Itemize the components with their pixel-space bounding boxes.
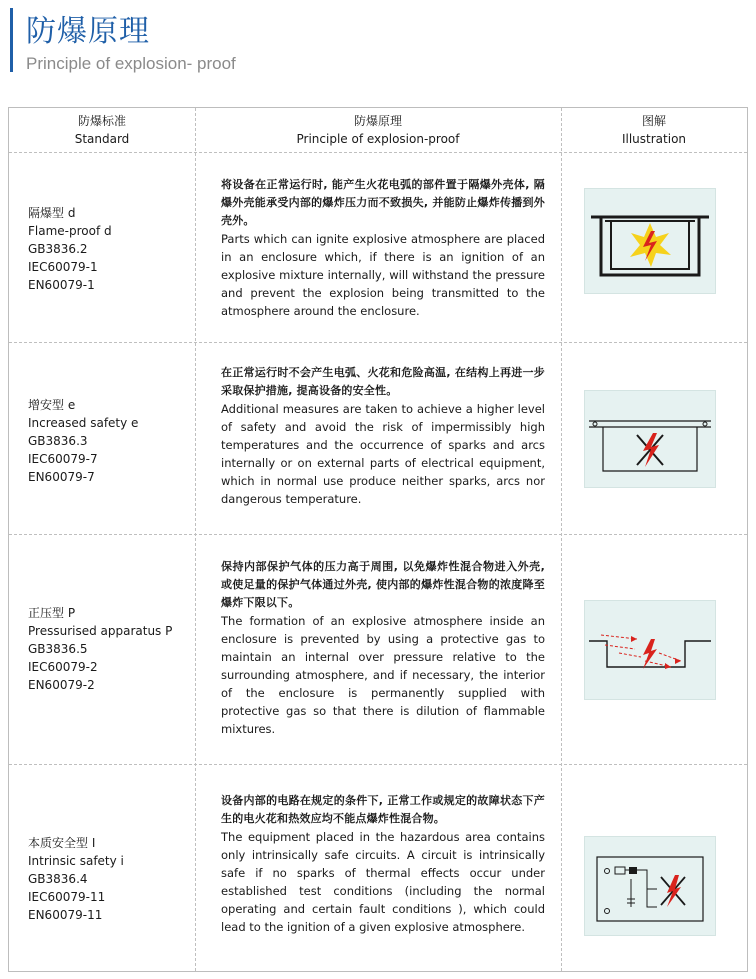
principle-cell	[221, 558, 545, 738]
principle-text-cn: 设备内部的电路在规定的条件下, 正常工作或规定的故障状态下产生的电火花和热效应均不能点爆炸性混合物。	[221, 794, 545, 825]
standard-code: IEC60079-1	[28, 260, 98, 274]
standard-code: GB3836.4	[28, 872, 88, 886]
standard-code: IEC60079-7	[28, 452, 98, 466]
standard-cell	[28, 396, 138, 486]
column-header-illustration-cn: 图解	[641, 114, 666, 128]
column-header-principle-cn: 防爆原理	[353, 114, 402, 128]
standard-type: 正压型 P	[28, 606, 76, 620]
column-header-illustration-en: Illustration	[621, 132, 687, 146]
principle-cell	[221, 176, 545, 320]
column-header-principle	[195, 108, 561, 152]
standard-code: EN60079-7	[28, 470, 95, 484]
column-header-principle-en: Principle of explosion-proof	[296, 132, 460, 146]
table-row	[9, 342, 747, 534]
standard-code: GB3836.5	[28, 642, 88, 656]
column-header-standard	[9, 108, 195, 152]
principle-text-en: Parts which can ignite explosive atmosphere are placed in an enclosure which, if there is an ignition of an explosive mixture internally, will withstand the pressure and prevent the explosion being transmitted to the atmosphere around the enclosure.	[221, 232, 545, 318]
principle-text-en: The formation of an explosive atmosphere inside an enclosure is prevented by using a protective gas to maintain an internal over pressure relative to the surrounding atmosphere, and if necessary, the interior of the enclosure is permanently supplied with protective gas so that there is dilution of flammable mixtures.	[221, 614, 545, 736]
standard-code: IEC60079-2	[28, 660, 98, 674]
principle-text-cn: 保持内部保护气体的压力高于周围, 以免爆炸性混合物进入外壳, 或使足量的保护气体通过外壳, 使内部的爆炸性混合物的浓度降至爆炸下限以下。	[221, 560, 545, 609]
standard-cell	[28, 204, 112, 294]
standard-code: GB3836.2	[28, 242, 88, 256]
intrinsic-safety-icon	[584, 836, 716, 936]
column-header-standard-cn: 防爆标准	[77, 114, 126, 128]
standard-name: Pressurised apparatus P	[28, 624, 173, 638]
standard-code: GB3836.3	[28, 434, 88, 448]
pressurised-apparatus-icon	[584, 600, 716, 700]
page-title: 防爆原理	[26, 14, 150, 49]
standard-cell	[28, 834, 124, 924]
column-header-standard-en: Standard	[74, 132, 130, 146]
table-row	[9, 534, 747, 764]
principle-text-en: The equipment placed in the hazardous area contains only intrinsically safe circuits. A circuit is intrinsically safe if no sparks of thermal effects occur under established test conditions (including the normal operating and certain fault conditions ), which could lead to the ignition of a given explosive atmosphere.	[221, 830, 545, 934]
table-row	[9, 152, 747, 342]
column-header-illustration	[561, 108, 747, 152]
flameproof-enclosure-icon	[584, 188, 716, 294]
standard-type: 本质安全型 I	[28, 836, 96, 850]
standard-name: Flame-proof d	[28, 224, 112, 238]
standard-name: Intrinsic safety i	[28, 854, 124, 868]
standard-code: EN60079-2	[28, 678, 95, 692]
table-row	[9, 764, 747, 972]
standard-name: Increased safety e	[28, 416, 139, 430]
principle-text-cn: 将设备在正常运行时, 能产生火花电弧的部件置于隔爆外壳体, 隔爆外壳能承受内部的爆炸压力而不致损失, 并能防止爆炸传播到外壳外。	[221, 178, 545, 227]
principle-table	[8, 107, 748, 972]
standard-type: 隔爆型 d	[28, 206, 76, 220]
standard-code: EN60079-1	[28, 278, 95, 292]
principle-cell	[221, 792, 545, 936]
principle-text-cn: 在正常运行时不会产生电弧、火花和危险高温, 在结构上再进一步采取保护措施, 提高设备的安全性。	[221, 366, 545, 397]
standard-code: EN60079-11	[28, 908, 103, 922]
standard-type: 增安型 e	[28, 398, 76, 412]
principle-text-en: Additional measures are taken to achieve a higher level of safety and avoid the risk of impermissibly high temperatures and the occurrence of sparks and arcs internally or on external parts of electrical equipment, which in normal use produce neither sparks, arcs nor dangerous temperature.	[221, 402, 545, 506]
page-subtitle: Principle of explosion- proof	[26, 54, 236, 73]
principle-cell	[221, 364, 545, 508]
standard-cell	[28, 604, 172, 694]
increased-safety-icon	[584, 390, 716, 488]
header-accent-bar	[10, 8, 13, 72]
standard-code: IEC60079-11	[28, 890, 106, 904]
